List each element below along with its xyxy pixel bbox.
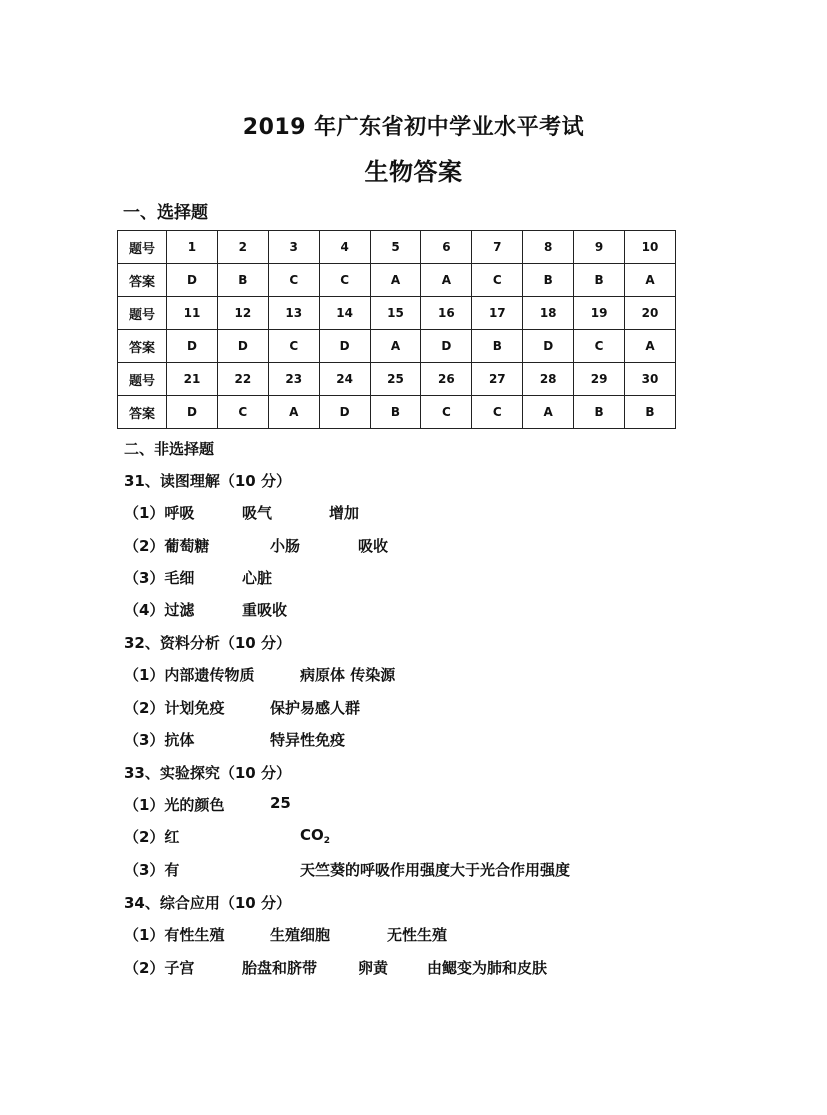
q31-3-label: （3）毛细 bbox=[124, 569, 195, 587]
q34-heading: 34、综合应用（10 分） bbox=[124, 894, 291, 912]
table-answer-row bbox=[118, 396, 676, 429]
question-number-cell: 5 bbox=[370, 231, 421, 264]
table-number-row bbox=[118, 363, 676, 396]
row-label: 答案 bbox=[118, 330, 167, 363]
answer-cell: D bbox=[319, 330, 370, 363]
question-number-cell: 27 bbox=[472, 363, 523, 396]
q34-1-answer-a: 生殖细胞 bbox=[270, 926, 331, 944]
q33-heading: 33、实验探究（10 分） bbox=[124, 764, 291, 782]
q34-2-answer-a: 胎盘和脐带 bbox=[242, 959, 318, 977]
answer-cell: D bbox=[167, 264, 218, 297]
q33-3-answer-a: 天竺葵的呼吸作用强度大于光合作用强度 bbox=[300, 861, 571, 879]
q34-2-answer-c: 由鳃变为肺和皮肤 bbox=[427, 959, 548, 977]
q32-2-answer-a: 保护易感人群 bbox=[270, 699, 361, 717]
table-answer-row bbox=[118, 264, 676, 297]
question-number-cell: 8 bbox=[523, 231, 574, 264]
q31-2-answer-a: 小肠 bbox=[270, 537, 301, 555]
question-number-cell: 4 bbox=[319, 231, 370, 264]
q31-1-label: （1）呼吸 bbox=[124, 504, 195, 522]
question-number-cell: 1 bbox=[167, 231, 218, 264]
answer-table bbox=[117, 230, 676, 429]
q34-1-label: （1）有性生殖 bbox=[124, 926, 225, 944]
page-subtitle: 生物答案 bbox=[364, 158, 463, 186]
question-number-cell: 26 bbox=[421, 363, 472, 396]
answer-cell: D bbox=[167, 396, 218, 429]
question-number-cell: 15 bbox=[370, 297, 421, 330]
question-number-cell: 23 bbox=[268, 363, 319, 396]
q31-4-label: （4）过滤 bbox=[124, 601, 195, 619]
section-heading-non-choice: 二、非选择题 bbox=[124, 440, 215, 458]
question-number-cell: 3 bbox=[268, 231, 319, 264]
q32-2-label: （2）计划免疫 bbox=[124, 699, 225, 717]
answer-cell: A bbox=[370, 264, 421, 297]
answer-cell: B bbox=[574, 396, 625, 429]
q31-3-answer-a: 心脏 bbox=[242, 569, 273, 587]
answer-cell: A bbox=[268, 396, 319, 429]
row-label: 题号 bbox=[118, 297, 167, 330]
question-number-cell: 24 bbox=[319, 363, 370, 396]
answer-cell: A bbox=[370, 330, 421, 363]
answer-cell: A bbox=[523, 396, 574, 429]
q32-3-label: （3）抗体 bbox=[124, 731, 195, 749]
answer-cell: C bbox=[319, 264, 370, 297]
q33-1-answer-a: 25 bbox=[270, 794, 291, 812]
q34-2-answer-b: 卵黄 bbox=[358, 959, 389, 977]
row-label: 题号 bbox=[118, 363, 167, 396]
question-number-cell: 19 bbox=[574, 297, 625, 330]
question-number-cell: 13 bbox=[268, 297, 319, 330]
question-number-cell: 16 bbox=[421, 297, 472, 330]
q32-heading: 32、资料分析（10 分） bbox=[124, 634, 291, 652]
answer-cell: C bbox=[472, 396, 523, 429]
answer-cell: C bbox=[421, 396, 472, 429]
answer-cell: A bbox=[625, 264, 676, 297]
q31-1-answer-b: 增加 bbox=[329, 504, 360, 522]
q33-3-label: （3）有 bbox=[124, 861, 180, 879]
answer-cell: D bbox=[319, 396, 370, 429]
q31-heading: 31、读图理解（10 分） bbox=[124, 472, 291, 490]
page-title: 2019 年广东省初中学业水平考试 bbox=[242, 115, 585, 140]
q33-1-label: （1）光的颜色 bbox=[124, 796, 225, 814]
answer-cell: B bbox=[523, 264, 574, 297]
answer-cell: D bbox=[167, 330, 218, 363]
question-number-cell: 6 bbox=[421, 231, 472, 264]
q32-3-answer-a: 特异性免疫 bbox=[270, 731, 346, 749]
table-answer-row bbox=[118, 330, 676, 363]
section-heading-choice: 一、选择题 bbox=[123, 203, 208, 223]
answer-cell: D bbox=[217, 330, 268, 363]
question-number-cell: 30 bbox=[625, 363, 676, 396]
q32-1-label: （1）内部遗传物质 bbox=[124, 666, 255, 684]
question-number-cell: 20 bbox=[625, 297, 676, 330]
question-number-cell: 29 bbox=[574, 363, 625, 396]
answer-cell: A bbox=[625, 330, 676, 363]
question-number-cell: 17 bbox=[472, 297, 523, 330]
answer-cell: C bbox=[574, 330, 625, 363]
question-number-cell: 14 bbox=[319, 297, 370, 330]
q34-2-label: （2）子宫 bbox=[124, 959, 195, 977]
q31-2-label: （2）葡萄糖 bbox=[124, 537, 210, 555]
question-number-cell: 10 bbox=[625, 231, 676, 264]
q34-1-answer-b: 无性生殖 bbox=[387, 926, 448, 944]
question-number-cell: 22 bbox=[217, 363, 268, 396]
answer-cell: A bbox=[421, 264, 472, 297]
row-label: 题号 bbox=[118, 231, 167, 264]
row-label: 答案 bbox=[118, 396, 167, 429]
q31-4-answer-a: 重吸收 bbox=[242, 601, 288, 619]
question-number-cell: 21 bbox=[167, 363, 218, 396]
answer-cell: C bbox=[268, 330, 319, 363]
question-number-cell: 2 bbox=[217, 231, 268, 264]
q32-1-answer-a: 病原体 传染源 bbox=[300, 666, 396, 684]
question-number-cell: 18 bbox=[523, 297, 574, 330]
answer-cell: B bbox=[472, 330, 523, 363]
table-number-row bbox=[118, 231, 676, 264]
table-number-row bbox=[118, 297, 676, 330]
answer-cell: D bbox=[523, 330, 574, 363]
question-number-cell: 11 bbox=[167, 297, 218, 330]
question-number-cell: 12 bbox=[217, 297, 268, 330]
row-label: 答案 bbox=[118, 264, 167, 297]
question-number-cell: 25 bbox=[370, 363, 421, 396]
q33-2-answer-a: $CO_2$ bbox=[300, 826, 331, 846]
question-number-cell: 9 bbox=[574, 231, 625, 264]
answer-cell: B bbox=[574, 264, 625, 297]
q31-2-answer-b: 吸收 bbox=[358, 537, 389, 555]
answer-cell: C bbox=[268, 264, 319, 297]
answer-cell: B bbox=[625, 396, 676, 429]
q31-1-answer-a: 吸气 bbox=[242, 504, 273, 522]
question-number-cell: 28 bbox=[523, 363, 574, 396]
answer-cell: C bbox=[472, 264, 523, 297]
answer-cell: C bbox=[217, 396, 268, 429]
answer-cell: D bbox=[421, 330, 472, 363]
answer-cell: B bbox=[370, 396, 421, 429]
question-number-cell: 7 bbox=[472, 231, 523, 264]
answer-cell: B bbox=[217, 264, 268, 297]
q33-2-label: （2）红 bbox=[124, 828, 180, 846]
